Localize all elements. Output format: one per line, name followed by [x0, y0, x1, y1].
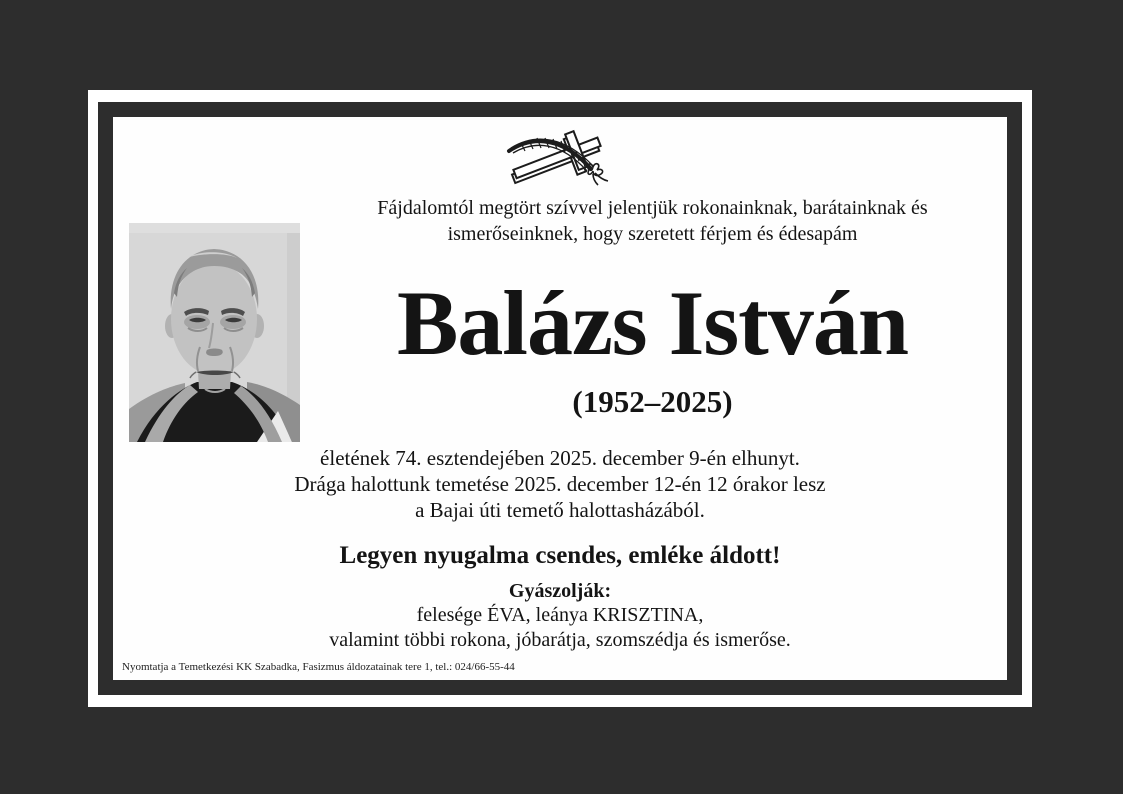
funeral-details-line-2: Drága halottunk temetése 2025. december 12-én 12 órakor lesz: [294, 472, 826, 496]
funeral-details: [113, 445, 1007, 523]
deceased-name: Balázs István: [397, 272, 908, 374]
funeral-details-line-1: életének 74. esztendejében 2025. december 9-én elhunyt.: [320, 446, 800, 470]
intro-line-1: Fájdalomtól megtört szívvel jelentjük rokonainknak, barátainknak és: [377, 197, 928, 219]
intro-line-2: ismerőseinknek, hogy szeretett férjem és édesapám: [447, 223, 858, 245]
blessing-line: Legyen nyugalma csendes, emléke áldott!: [339, 542, 781, 569]
mourners-line-2: valamint többi rokona, jóbarátja, szomszédja és ismerőse.: [329, 629, 791, 651]
cross-with-palm-branch-icon: [501, 127, 625, 189]
obituary-card-frame: [98, 102, 1022, 695]
portrait-photo: [129, 223, 300, 442]
funeral-details-line-3: a Bajai úti temető halottasházából.: [415, 498, 705, 522]
obituary-card: [113, 117, 1007, 680]
printer-imprint: Nyomtatja a Temetkezési KK Szabadka, Fasizmus áldozatainak tere 1, tel.: 024/66-55-44: [122, 661, 515, 673]
life-years: (1952–2025): [572, 384, 733, 419]
announcement-intro: [300, 195, 1005, 247]
mourners-heading: Gyászolják:: [508, 580, 612, 602]
mourners-list: [113, 603, 1007, 653]
mourners-line-1: felesége ÉVA, leánya KRISZTINA,: [416, 604, 704, 626]
obituary-card-border: [88, 90, 1032, 707]
